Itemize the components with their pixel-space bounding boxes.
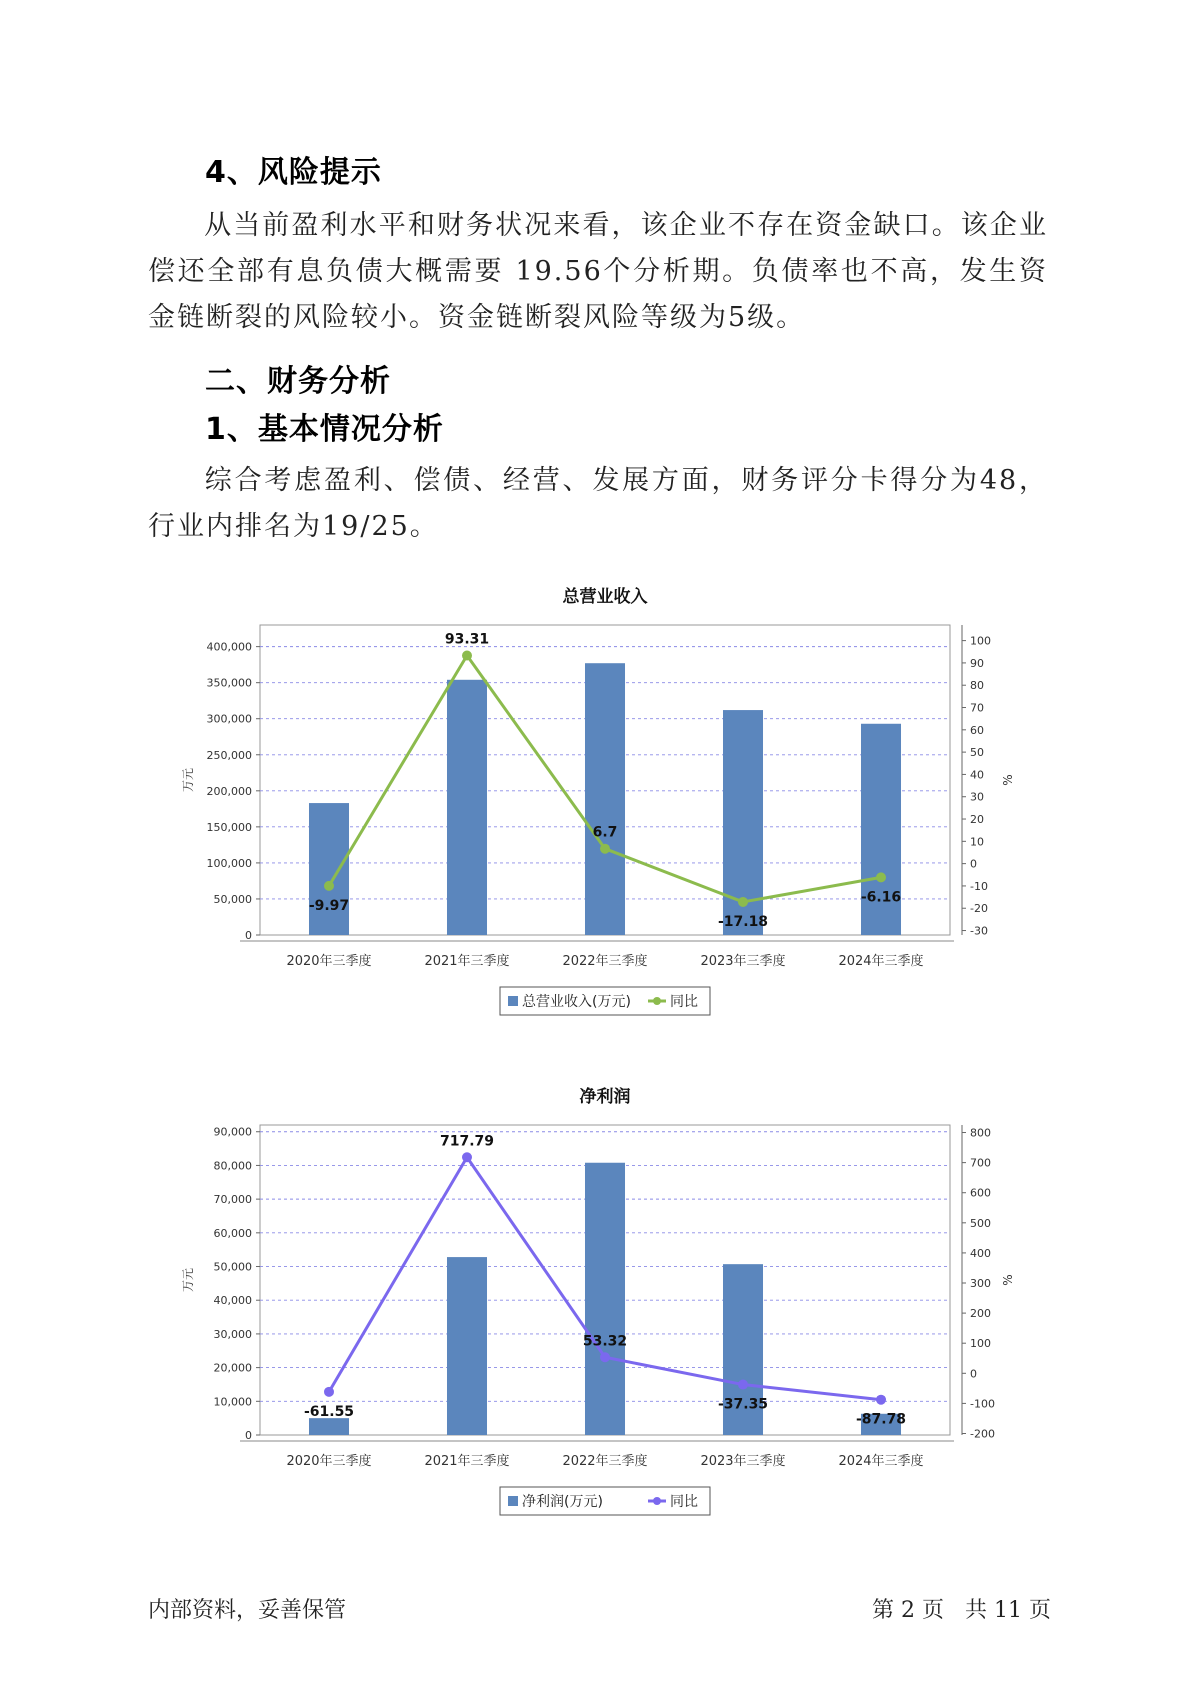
right-tick-label: -200 — [970, 1427, 995, 1441]
data-label: -87.78 — [855, 1411, 907, 1428]
yoy-point — [738, 897, 748, 907]
right-tick-label: 300 — [970, 1277, 991, 1291]
section-heading-risk: 4、风险提示 — [205, 155, 382, 190]
section-heading-finance: 二、财务分析 — [205, 364, 391, 399]
right-tick-label: 60 — [970, 723, 984, 737]
left-tick-label: 400,000 — [206, 640, 252, 654]
left-tick-label: 0 — [245, 929, 252, 942]
left-tick-label: 60,000 — [213, 1226, 252, 1240]
right-tick-label: 20 — [970, 813, 984, 827]
left-tick-label: 20,000 — [213, 1361, 252, 1375]
data-label: -61.55 — [303, 1403, 355, 1420]
data-label: 53.32 — [582, 1333, 628, 1350]
right-tick-label: 800 — [970, 1126, 991, 1140]
yoy-point — [324, 1387, 334, 1397]
x-tick-label: 2020年三季度 — [286, 1454, 372, 1469]
left-axis-label: 万元 — [181, 1267, 195, 1293]
right-tick-label: 500 — [970, 1216, 991, 1230]
yoy-point — [600, 1352, 610, 1362]
right-tick-label: 80 — [970, 679, 984, 693]
left-tick-label: 70,000 — [213, 1193, 252, 1207]
x-tick-label: 2021年三季度 — [424, 1454, 510, 1469]
right-tick-label: 100 — [970, 1337, 991, 1351]
right-tick-label: 70 — [970, 701, 984, 715]
right-axis-label: % — [1001, 1274, 1015, 1286]
right-tick-label: 10 — [970, 835, 984, 849]
data-label: -17.18 — [717, 913, 769, 930]
x-tick-label: 2022年三季度 — [562, 1454, 648, 1469]
bar — [585, 663, 625, 935]
legend-bar-swatch — [508, 996, 518, 1006]
left-tick-label: 200,000 — [206, 784, 252, 798]
yoy-point — [600, 844, 610, 854]
data-label: 6.7 — [592, 824, 618, 841]
left-tick-label: 50,000 — [213, 1260, 252, 1274]
legend-line-label: 同比 — [670, 994, 698, 1010]
right-tick-label: 400 — [970, 1246, 991, 1260]
bar — [582, 1163, 628, 1435]
yoy-point — [462, 651, 472, 661]
left-tick-label: 250,000 — [206, 748, 252, 762]
right-tick-label: 0 — [970, 857, 977, 871]
revenue-chart — [170, 580, 1030, 1030]
bar — [447, 1257, 487, 1435]
bar — [447, 680, 487, 935]
yoy-point — [738, 1380, 748, 1390]
right-tick-label: 200 — [970, 1307, 991, 1321]
left-tick-label: 40,000 — [213, 1294, 252, 1308]
legend-line-marker — [653, 997, 661, 1005]
x-tick-label: 2024年三季度 — [838, 954, 924, 969]
subsection-heading-basic: 1、基本情况分析 — [205, 412, 444, 447]
right-tick-label: -100 — [970, 1397, 995, 1411]
yoy-point — [876, 1395, 886, 1405]
right-tick-label: -20 — [970, 902, 988, 916]
right-tick-label: 50 — [970, 746, 984, 760]
right-tick-label: -30 — [970, 924, 988, 938]
right-tick-label: 30 — [970, 790, 984, 804]
chart-title: 净利润 — [579, 1087, 631, 1107]
legend-bar-swatch — [508, 1496, 518, 1506]
x-tick-label: 2023年三季度 — [700, 954, 786, 969]
risk-paragraph-text: 从当前盈利水平和财务状况来看，该企业不存在资金缺口。该企业偿还全部有息负债大概需要 19.56个分析期。负债率也不高，发生资金链断裂的风险较小。资金链断裂风险等级为5级。 — [148, 210, 1048, 333]
yoy-point — [876, 872, 886, 882]
legend-bar-label: 净利润(万元) — [522, 1494, 603, 1510]
basic-paragraph-text: 综合考虑盈利、偿债、经营、发展方面，财务评分卡得分为48，行业内排名为19/25。 — [148, 465, 1048, 542]
right-axis-label: % — [1001, 774, 1015, 786]
legend-line-marker — [653, 1497, 661, 1505]
right-tick-label: 0 — [970, 1367, 977, 1381]
x-tick-label: 2021年三季度 — [424, 954, 510, 969]
x-tick-label: 2024年三季度 — [838, 1454, 924, 1469]
left-tick-label: 10,000 — [213, 1395, 252, 1409]
net-profit-chart — [170, 1080, 1030, 1530]
data-label: 717.79 — [439, 1133, 495, 1150]
right-tick-label: 40 — [970, 768, 984, 782]
data-label: -6.16 — [860, 889, 902, 906]
data-label: -9.97 — [308, 897, 350, 914]
left-tick-label: 90,000 — [213, 1125, 252, 1139]
right-tick-label: 100 — [970, 634, 991, 648]
legend-line-label: 同比 — [670, 1494, 698, 1510]
left-tick-label: 100,000 — [206, 856, 252, 870]
legend-bar-label: 总营业收入(万元) — [522, 994, 631, 1010]
right-tick-label: 90 — [970, 656, 984, 670]
basic-paragraph — [148, 458, 1048, 550]
footer-page-number: 第 2 页 共 11 页 — [872, 1598, 1051, 1623]
data-label: -37.35 — [717, 1396, 769, 1413]
yoy-point — [462, 1152, 472, 1162]
right-tick-label: -10 — [970, 879, 988, 893]
bar — [309, 803, 349, 935]
left-tick-label: 350,000 — [206, 676, 252, 690]
yoy-point — [324, 881, 334, 891]
risk-paragraph — [148, 203, 1048, 341]
x-tick-label: 2022年三季度 — [562, 954, 648, 969]
data-label: 93.31 — [444, 631, 490, 648]
left-tick-label: 30,000 — [213, 1327, 252, 1341]
right-tick-label: 600 — [970, 1186, 991, 1200]
chart-title: 总营业收入 — [562, 587, 648, 607]
left-tick-label: 80,000 — [213, 1159, 252, 1173]
bar — [309, 1418, 349, 1435]
left-tick-label: 150,000 — [206, 820, 252, 834]
left-tick-label: 50,000 — [213, 892, 252, 906]
left-axis-label: 万元 — [181, 767, 195, 793]
left-tick-label: 300,000 — [206, 712, 252, 726]
left-tick-label: 0 — [245, 1429, 252, 1442]
x-tick-label: 2023年三季度 — [700, 1454, 786, 1469]
x-tick-label: 2020年三季度 — [286, 954, 372, 969]
right-tick-label: 700 — [970, 1156, 991, 1170]
footer-confidential: 内部资料，妥善保管 — [148, 1598, 347, 1623]
